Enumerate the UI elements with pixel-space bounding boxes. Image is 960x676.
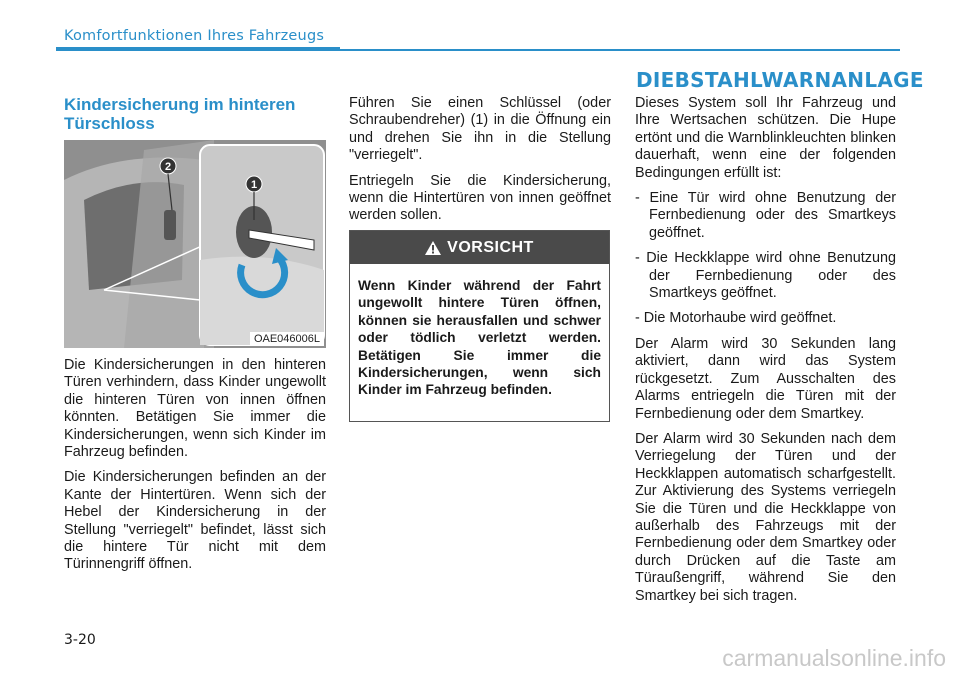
callout-1: 1 xyxy=(250,179,258,191)
paragraph: Der Alarm wird 30 Sekunden lang aktiviert, dann wird das System rückgesetzt. Zum Ausschalten des Alarms entriegeln die Türen mit der Fernbedienung oder dem Smartkey. xyxy=(635,335,896,422)
warning-triangle-icon xyxy=(425,241,441,255)
subheading: Kindersicherung im hinteren Türschloss xyxy=(64,95,296,133)
header-rule-thick xyxy=(56,47,340,51)
right-column-text xyxy=(635,95,896,613)
page-number: 3-20 xyxy=(64,632,96,648)
paragraph: Die Kindersicherungen befinden an der Kante der Hintertüren. Wenn sich der Hebel der Kindersicherung in der Stellung "verriegelt" befindet, lässt sich die hintere Tür nicht mit dem Türinnengriff öffnen. xyxy=(64,469,326,573)
child-lock-illustration xyxy=(64,140,326,348)
door-illustration xyxy=(64,140,326,348)
paragraph: Entriegeln Sie die Kindersicherung, wenn die Hintertüren von innen geöffnet werden sollen. xyxy=(349,172,611,224)
list-item: - Eine Tür wird ohne Benutzung der Fernbedienung oder des Smartkeys geöffnet. xyxy=(635,190,896,241)
chapter-header: Komfortfunktionen Ihres Fahrzeugs xyxy=(64,28,325,44)
header-rule-thin xyxy=(340,49,900,51)
intro-paragraph: Dieses System soll Ihr Fahrzeug und Ihre Wertsachen schützen. Die Hupe ertönt und die Warnblinkleuchten blinken dauerhaft, wenn eine der folgenden Bedingungen erfüllt ist: xyxy=(635,95,896,181)
caution-text: Wenn Kinder während der Fahrt ungewollt hintere Türen öffnen, können sie herausfallen und schwer oder tödlich verletzt werden. Betätigen Sie immer die Kindersicherungen, wenn sich Kinder im Fahrzeug befinden. xyxy=(358,278,601,398)
callout-2: 2 xyxy=(164,161,172,173)
left-column-text xyxy=(64,357,326,582)
paragraph: Führen Sie einen Schlüssel (oder Schraubendreher) (1) in die Öffnung ein und drehen Sie ihn in die Stellung "verriegelt". xyxy=(349,95,611,164)
middle-column-text xyxy=(349,95,611,233)
caution-header xyxy=(350,231,609,264)
figure-code: OAE046006L xyxy=(250,332,324,346)
paragraph: Die Kindersicherungen in den hinteren Türen verhindern, dass Kinder ungewollt die hinteren Türen von innen öffnen könnten. Betätigen Sie immer die Kindersicherungen, wenn sich Kinder im Fahrzeug befinden. xyxy=(64,357,326,461)
paragraph: Der Alarm wird 30 Sekunden nach dem Verriegelung der Türen und der Heckklappen automatisch scharfgestellt. Zur Aktivierung des Systems verriegeln Sie die Türen und die Heckklappe von außerhalb des Fahrzeugs mit der Fernbedienung oder dem Smartkey oder durch Drücken auf die Taste am Türaußengriff, während Sie den Smartkey bei sich tragen. xyxy=(635,430,896,604)
list-item: - Die Motorhaube wird geöffnet. xyxy=(635,310,837,327)
list-item: - Die Heckklappe wird ohne Benutzung der Fernbedienung oder des Smartkeys geöffnet. xyxy=(635,250,896,302)
watermark: carmanualsonline.info xyxy=(722,645,946,671)
caution-box xyxy=(349,230,610,422)
section-title: DIEBSTAHLWARNANLAGE xyxy=(636,68,924,92)
caution-title: VORSICHT xyxy=(447,238,534,256)
